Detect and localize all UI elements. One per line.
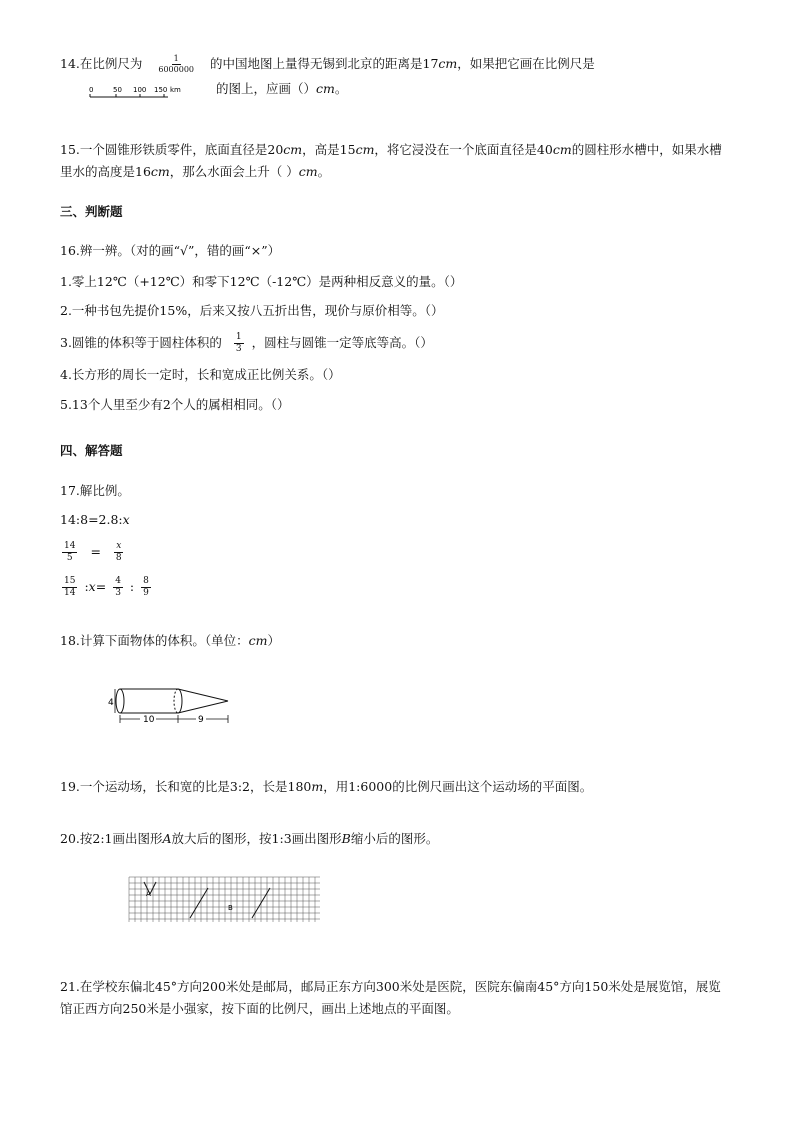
q18-title: 18.计算下面物体的体积。（单位：cm） xyxy=(60,633,281,648)
fraction-one-third: $\frac{1}{3}$ xyxy=(235,332,242,354)
q16-item-5: 5.13个人里至少有2个人的属相相同。（） xyxy=(60,397,290,412)
cylinder-cone-figure xyxy=(106,683,236,725)
scale-tick-label: 50 xyxy=(113,86,122,94)
dim-cylinder-length-label: 10 xyxy=(143,715,155,725)
q16-item-1: 1.零上12℃（+12℃）和零下12℃（-12℃）是两种相反意义的量。（） xyxy=(60,274,463,289)
q16-title: 16.辨一辨。（对的画“√”，错的画“×”） xyxy=(60,243,281,258)
q17-equation-1: 14:8=2.8:x xyxy=(60,512,130,527)
scale-fraction: $\frac{1}{6000000}$ xyxy=(158,54,195,74)
dim-diameter-label: 4 xyxy=(108,698,114,708)
q14-text: 14.在比例尺为 xyxy=(60,56,143,71)
scale-tick-label: 0 xyxy=(89,86,94,94)
section-heading-3: 三、判断题 xyxy=(60,204,123,219)
section-heading-4: 四、解答题 xyxy=(60,443,123,458)
question-19: 19.一个运动场，长和宽的比是3:2，长是180m，用1:6000的比例尺画出这个运动场的平面图。 xyxy=(60,779,593,794)
q14-line-2: 的图上，应画（）cm。 xyxy=(216,81,348,96)
q16-item-2: 2.一种书包先提价15%，后来又按八五折出售，现价与原价相等。（） xyxy=(60,303,444,318)
grid-label-b: B xyxy=(228,904,233,912)
dim-cone-height-label: 9 xyxy=(198,715,204,725)
scale-tick-label: 100 xyxy=(133,86,147,94)
scale-tick-label: 150 xyxy=(154,86,168,94)
scale-unit: km xyxy=(170,86,181,94)
q17-equation-2: $\frac{14}{5}$ = $\frac{x}{8}$ xyxy=(64,541,122,563)
q16-item-3: 3.圆锥的体积等于圆柱体积的 $\frac{1}{3}$ ，圆柱与圆锥一定等底等高。（） xyxy=(60,332,433,354)
q16-item-4: 4.长方形的周长一定时，长和宽成正比例关系。（） xyxy=(60,367,341,382)
line-scale-bar xyxy=(86,84,196,102)
question-21: 21.在学校东偏北45°方向200米处是邮局，邮局正东方向300米处是医院，医院东偏南45°方向150米处是展览馆，展览馆正西方向250米是小强家，按下面的比例尺，画出上述地点的平面图。 xyxy=(60,979,721,1016)
q14-text-2: 的中国地图上量得无锡到北京的距离是17 xyxy=(210,56,439,71)
q17-title: 17.解比例。 xyxy=(60,483,130,498)
q17-equation-3: $\frac{15}{14}$ :x= $\frac{4}{3}$ : $\frac{8}{9}$ xyxy=(64,576,149,598)
grid-figure xyxy=(128,876,322,924)
grid-label-a: A xyxy=(146,890,151,898)
question-20: 20.按2:1画出图形A放大后的图形，按1:3画出图形B缩小后的图形。 xyxy=(60,831,439,846)
question-15: 15.一个圆锥形铁质零件，底面直径是20cm，高是15cm，将它浸没在一个底面直径是40cm的圆柱形水槽中，如果水槽里水的高度是16cm，那么水面会上升（ ）cm。 xyxy=(60,142,722,179)
question-14: 14.在比例尺为 $\frac{1}{6000000}$ 的中国地图上量得无锡到北京的距离是17cm，如果把它画在比例尺是 xyxy=(60,54,595,74)
